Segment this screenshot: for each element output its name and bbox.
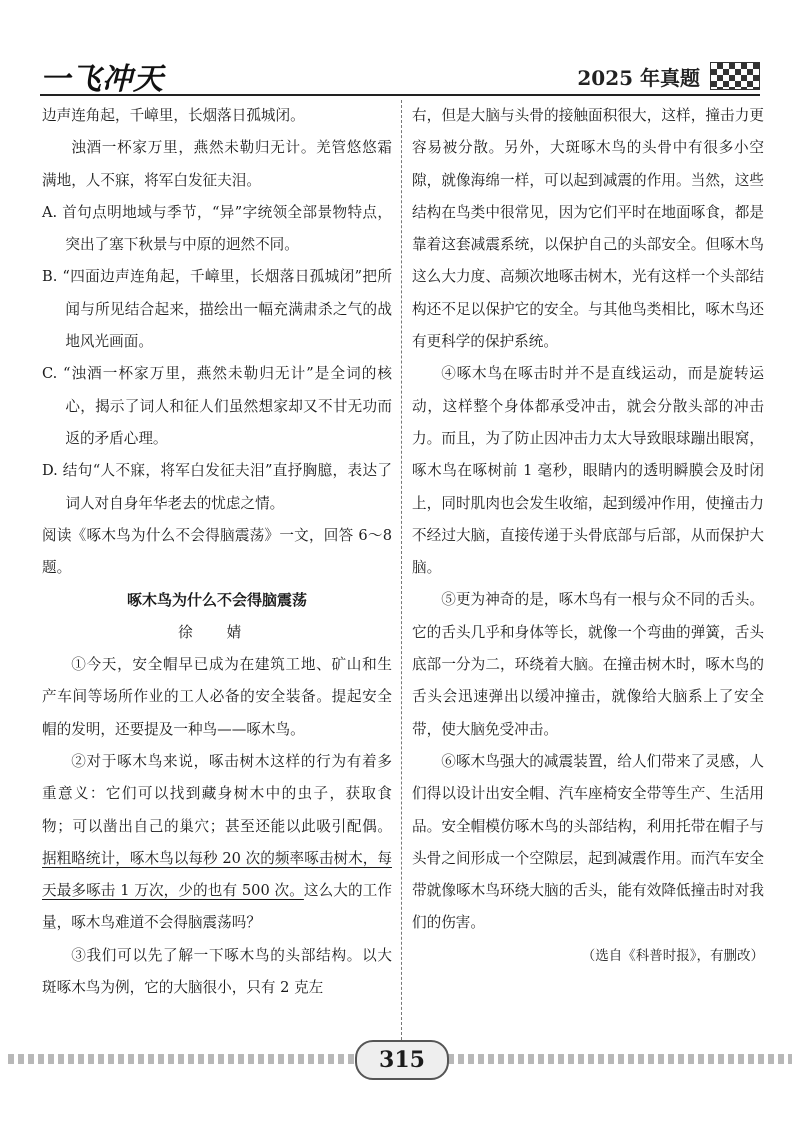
option-a: A. 首句点明地域与季节，“异”字统领全部景物特点，突出了塞下秋景与中原的迥然不同。 bbox=[42, 203, 392, 254]
paragraph-5: ⑤更为神奇的是，啄木鸟有一根与众不同的舌头。它的舌头几乎和身体等长，就像一个弯曲的弹簧，舌头底部一分为二，环绕着大脑。在撞击树木时，啄木鸟的舌头会迅速弹出以缓冲撞击，就像给大脑系上了安全带，使大脑免受冲击。 bbox=[412, 591, 764, 738]
left-column bbox=[42, 100, 392, 1004]
series-logo: 一飞冲天 bbox=[40, 62, 164, 97]
option-c: C. “浊酒一杯家万里，燕然未勒归无计”是全词的核心，揭示了词人和征人们虽然想家却又不甘无功而返的矛盾心理。 bbox=[42, 365, 392, 447]
poem-line: 边声连角起，千嶂里，长烟落日孤城闭。 bbox=[42, 107, 305, 124]
article-title: 啄木鸟为什么不会得脑震荡 bbox=[126, 591, 307, 610]
header-title: 2025 年真题 bbox=[577, 66, 700, 90]
paragraph-3: ③我们可以先了解一下啄木鸟的头部结构。以大斑啄木鸟为例，它的大脑很小，只有 2 克左 bbox=[42, 946, 392, 997]
paragraph-2 bbox=[42, 746, 392, 940]
page-header bbox=[40, 52, 760, 98]
option-d: D. 结句“人不寐，将军白发征夫泪”直抒胸臆，表达了词人对自身年华老去的忧虑之情。 bbox=[42, 462, 392, 512]
column-divider bbox=[401, 100, 402, 1040]
page-number: 315 bbox=[355, 1040, 449, 1080]
paragraph-3-continued: 右，但是大脑与头骨的接触面积很大，这样，撞击力更容易被分散。另外，大斑啄木鸟的头骨中有很多小空隙，就像海绵一样，可以起到减震的作用。当然，这些结构在鸟类中很常见，因为它们平时在地面啄食，都是靠着这套减震系统，以保护自己的头部安全。但啄木鸟这么大力度、高频次地啄击树木，光有这样一个头部结构还不足以保护它的安全。与其他鸟类相比，啄木鸟还有更科学的保护系统。 bbox=[412, 107, 764, 351]
paragraph-2-text: ②对于啄木鸟来说，啄击树木这样的行为有着多重意义：它们可以找到藏身树木中的虫子，获取食物；可以凿出自己的巢穴；甚至还能以此吸引配偶。 bbox=[42, 752, 392, 835]
checker-pattern-icon bbox=[710, 62, 760, 90]
poem-line: 浊酒一杯家万里，燕然未勒归无计。羌管悠悠霜满地，人不寐，将军白发征夫泪。 bbox=[42, 139, 392, 189]
paragraph-4: ④啄木鸟在啄击时并不是直线运动，而是旋转运动，这样整个身体都承受冲击，就会分散头部的冲击力。而且，为了防止因冲击力太大导致眼球蹦出眼窝，啄木鸟在啄树前 1 毫秒，眼睛内的透明瞬膜会及时闭上，同时肌肉也会发生收缩，起到缓冲作用，使撞击力不经过大脑，直接传递于头骨底部与后部，从而保护大脑。 bbox=[412, 365, 764, 577]
option-b: B. “四面边声连角起，千嶂里，长烟落日孤城闭”把所闻与所见结合起来，描绘出一幅充满肃杀之气的战地风光画面。 bbox=[42, 268, 392, 351]
paragraph-1: ①今天，安全帽早已成为在建筑工地、矿山和生产车间等场所作业的工人必备的安全装备。提起安全帽的发明，还要提及一种鸟——啄木鸟。 bbox=[42, 656, 392, 738]
header-rule bbox=[40, 94, 760, 96]
right-column bbox=[412, 100, 764, 972]
source-citation: （选自《科普时报》，有删改） bbox=[581, 947, 764, 964]
page-footer bbox=[0, 1040, 800, 1080]
underlined-statistic: 据粗略统计，啄木鸟以每秒 20 次的频率啄击树木，每天最多啄击 1 万次，少的也有 500 次。 bbox=[42, 849, 392, 900]
paragraph-6: ⑥啄木鸟强大的减震装置，给人们带来了灵感，人们得以设计出安全帽、汽车座椅安全带等生产、生活用品。安全帽模仿啄木鸟的头部结构，利用托带在帽子与头骨之间形成一个空隙层，起到减震作用。而汽车安全带就像啄木鸟环绕大脑的舌头，能有效降低撞击时对我们的伤害。 bbox=[412, 752, 764, 932]
paragraph-2-question: 这么大的工作量，啄木鸟难道不会得脑震荡吗？ bbox=[42, 882, 392, 932]
reading-instruction: 阅读《啄木鸟为什么不会得脑震荡》一文，回答 6～8 题。 bbox=[42, 526, 392, 577]
article-author: 徐 婧 bbox=[178, 623, 256, 641]
